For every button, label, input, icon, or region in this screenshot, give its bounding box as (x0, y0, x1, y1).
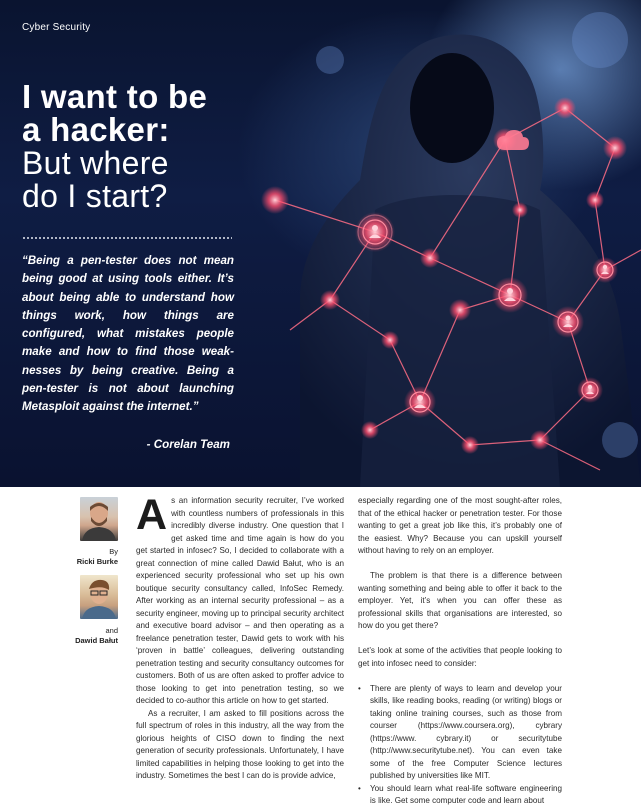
byline-2 (68, 626, 118, 646)
article-column-2 (358, 495, 562, 808)
section-label: Cyber Security (22, 22, 91, 33)
quote-author: - Corelan Team (146, 438, 230, 451)
paragraph-4: The problem is that there is a difference between wanting something and being able to offer it back to the employer. Yet, it’s when you can offer these as professional skills that organisations are interested, so how do you get there? (358, 571, 562, 630)
headline-line-3: But where (22, 145, 169, 181)
paragraph-1: s an information security recruiter, I’ve worked with countless numbers of professionals in this incredibly diverse industry. One question that I get asked time and time again is how do you get started in infosec? So, I decided to collaborate with a great connection of mine called Dawid Bałut, who is an experienced security professional who set up his own boutique security consultancy called, InfoSec Remedy. After working as an internal security professional – as a security engineer, moving up to principal security architect and executive board advisor – and then operating as a freelance penetration tester, Dawid gets to work with his ‘proven in battle’ colleagues, delivering outstanding penetration testing and security consultancy outcomes for customers. Both of us are often asked to proffer advice to those looking to get into penetration testing, so we decided to co-author this article on how to get started. (136, 496, 344, 705)
paragraph-2: As a recruiter, I am asked to fill positions across the full spectrum of roles in this industry, all the way from the glorious heights of CISO down to finding the next generation of security professionals. Unfortunately, I have limited capabilities in helping those looking to get into the industry. Sometimes the best I can do is provide advice, (136, 708, 344, 780)
paragraph-5: Let’s look at some of the activities that people looking to get into infosec need to consider: (358, 646, 562, 668)
article-column-1 (136, 491, 344, 783)
article-body (0, 487, 641, 805)
dotted-divider (22, 237, 232, 239)
dropcap: A (136, 491, 168, 539)
byline-1 (68, 547, 118, 567)
list-item: • You should learn what real-life software engineering is like. Get some computer code and learn about (358, 783, 562, 808)
pull-quote: “Being a pen-tester does not mean being good at using tools either. It’s about being able to understand how things work, how things are configured, what mistakes people make and how to find those weak-nesses by being creative. Being a pen-tester is not about launching Metasploit against the internet.” (22, 254, 234, 414)
author-name-2: Dawid Bałut (75, 636, 118, 645)
and-label: and (105, 626, 118, 635)
author-name-1: Ricki Burke (76, 557, 118, 566)
page-title (22, 80, 262, 212)
author-photo-dawid-balut (80, 575, 118, 619)
hood-face-shadow (410, 53, 494, 163)
paragraph-3: especially regarding one of the most sought-after roles, that of the ethical hacker or penetration tester. For those wanting to get a great job like this, it’s probably one of the easiest. Why? Because you can upskill yourself without having to rely on an employer. (358, 496, 562, 555)
headline-line-1: I want to be (22, 78, 208, 115)
headline-line-4: do I start? (22, 178, 168, 214)
list-item: • There are plenty of ways to learn and develop your skills, like reading books, reading (or writing) blogs or taking online training courses, such as those from courser (https://www.coursera.org), cybrary (https://www. cybrary.it) or securitytube (http://www.securitytube.net). You can even take some of the free Computer Science lectures published by universities like MIT. (358, 683, 562, 783)
headline-line-2: a hacker: (22, 111, 170, 148)
by-label: By (109, 547, 118, 556)
author-photo-ricki-burke (80, 497, 118, 541)
tips-list (358, 683, 562, 808)
